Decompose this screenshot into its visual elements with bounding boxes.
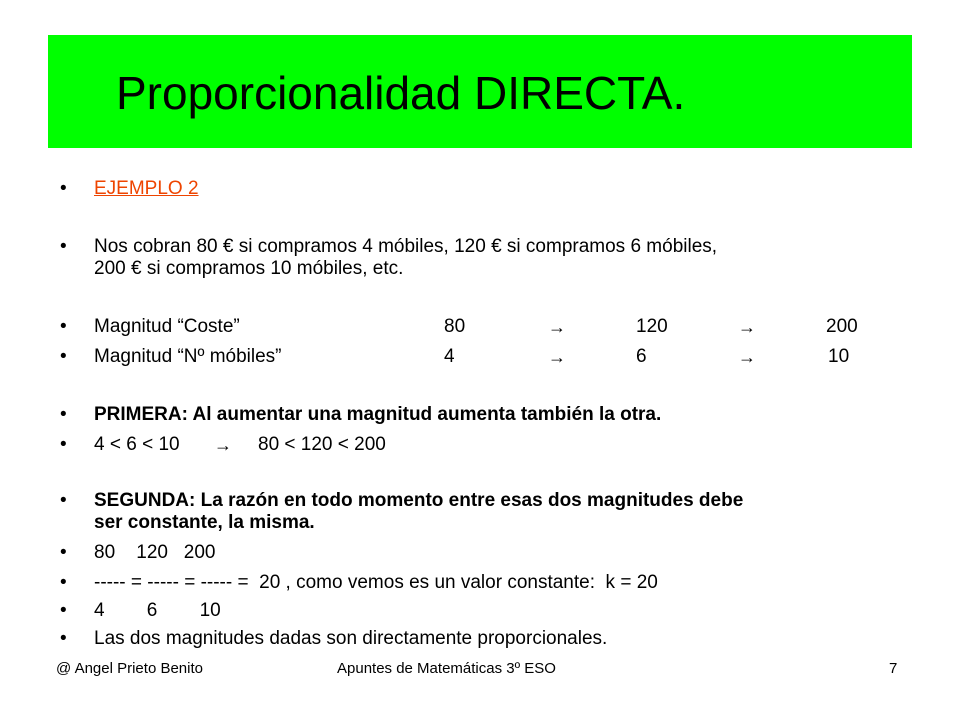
magnitude-label-mobiles: Magnitud “Nº móbiles” [94,346,282,367]
bullet: • [60,434,67,455]
right-arrow-icon: → [214,435,232,455]
primera-order-right: 80 < 120 < 200 [258,434,386,455]
fraction-denominators: 4 6 10 [94,600,221,621]
bullet: • [60,600,67,621]
right-arrow-icon: → [548,317,566,337]
bullet: • [60,346,67,367]
cost-value: 120 [636,316,668,337]
primera-order-left: 4 < 6 < 10 [94,434,180,455]
example-link[interactable]: EJEMPLO 2 [94,178,199,199]
footer-author: @ Angel Prieto Benito [56,660,203,677]
bullet: • [60,316,67,337]
mobiles-value: 4 [444,346,455,367]
bullet: • [60,404,67,425]
primera-statement: PRIMERA: Al aumentar una magnitud aumenta también la otra. [94,404,662,425]
cost-value: 200 [826,316,858,337]
bullet: • [60,572,67,593]
right-arrow-icon: → [738,317,756,337]
segunda-line-2: ser constante, la misma. [94,512,315,533]
mobiles-value: 6 [636,346,647,367]
mobiles-value: 10 [828,346,850,367]
conclusion: Las dos magnitudes dadas son directamente proporcionales. [94,628,608,649]
bullet: • [60,490,67,511]
page-title: Proporcionalidad DIRECTA. [116,67,686,119]
right-arrow-icon: → [738,347,756,367]
footer-course: Apuntes de Matemáticas 3º ESO [337,660,556,677]
bullet: • [60,628,67,649]
statement-line-1: Nos cobran 80 € si compramos 4 móbiles, 120 € si compramos 6 móbiles, [94,236,718,257]
magnitude-label-cost: Magnitud “Coste” [94,316,240,337]
right-arrow-icon: → [548,347,566,367]
bullet: • [60,178,67,199]
cost-value: 80 [444,316,466,337]
bullet: • [60,236,67,257]
page-number: 7 [889,660,898,677]
segunda-line-1: SEGUNDA: La razón en todo momento entre esas dos magnitudes debe [94,490,744,511]
fraction-bars: ----- = ----- = ----- = 20 , como vemos es un valor constante: k = 20 [94,572,658,593]
bullet: • [60,542,67,563]
fraction-numerators: 80 120 200 [94,542,216,563]
statement-line-2: 200 € si compramos 10 móbiles, etc. [94,258,404,279]
